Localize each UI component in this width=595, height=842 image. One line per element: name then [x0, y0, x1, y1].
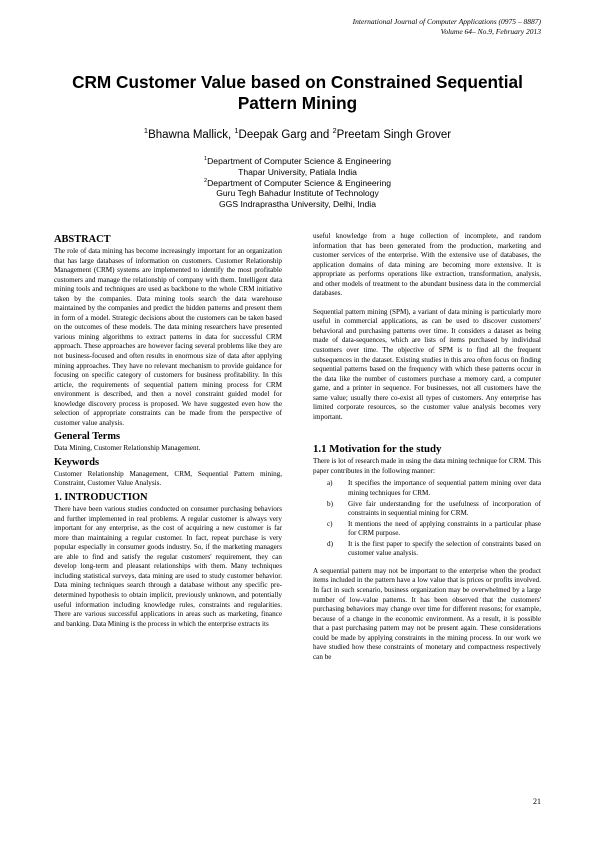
list-item-label: d): [327, 539, 333, 548]
list-item-text: It specifies the importance of sequential pattern mining over data mining techniques for CRM.: [348, 479, 541, 498]
title-line-1: CRM Customer Value based on Constrained Sequential: [72, 72, 523, 92]
author-2-mark: 1: [234, 126, 239, 136]
journal-volume: Volume 64– No.9, February 2013: [440, 27, 541, 36]
author-3-name: Preetam Singh Grover: [336, 129, 452, 141]
right-column: [313, 232, 541, 671]
affiliation-2-mark: 2: [203, 177, 208, 184]
affiliation-2-line-3: GGS Indraprastha University, Delhi, India: [219, 199, 376, 210]
list-item-label: a): [327, 479, 333, 488]
affiliation-2-department: Department of Computer Science & Engineering: [207, 177, 392, 188]
affiliation-2-line-2: Guru Tegh Bahadur Institute of Technology: [216, 188, 379, 199]
motivation-intro: There is lot of research made in using the data mining technique for CRM. This paper contributes in the following manner:: [313, 457, 541, 475]
affiliation-2-line-1: [40, 178, 555, 189]
paper-title: [40, 72, 555, 114]
keywords-text: Customer Relationship Management, CRM, Sequential Pattern mining, Constraint, Customer Value Analysis.: [54, 469, 282, 488]
list-item: [313, 520, 541, 539]
general-terms-text: Data Mining, Customer Relationship Management.: [54, 444, 201, 453]
contribution-list: [313, 479, 541, 558]
page-number: 21: [533, 797, 541, 806]
general-terms-heading: General Terms: [54, 431, 121, 443]
introduction-text: There have been various studies conducted on consumer purchasing behaviors and further implemented in real problems. A regular customer is always very important for any enterprise, as the cost of acquiring a new customer is far more than maintaining a regular customer. In fact, repeat purchase is very popular especially in consumer goods industry. So, if the marketing managers are able to find and satisfy the regular customers' requirement, they can develop long-term and pleasant relationships with them. Many techniques including statistical surveys, data mining are used to study customer behavior. Data mining techniques search through a database without any specific pre-determined hypothesis to obtain implicit, previously unknown, and potentially useful information including knowledge rules, constraints and regularities. There are various successful applications in areas such as marketing, finance and banking. Data Mining is the process in which the enterprise extracts its: [54, 505, 282, 628]
affiliation-1-line-1: [40, 156, 555, 167]
sequential-pattern-paragraph: A sequential pattern may not be important to the enterprise when the product items included in the pattern have a low value that is prices or profits involved. In fact in such scenario, business organization may be overwhelmed by a large number of low-value patterns. It has been observed that the customers' purchasing behaviors may change over time for different reasons; for example, because of a change in the economic environment. As a result, it is possible that a past purchasing pattern may not be present again. These considerations could be made by applying constraints in the mining process. In our work we have studied how these constraints of monetary and compactness respectively can be: [313, 566, 541, 661]
list-item-label: c): [327, 519, 333, 528]
spm-paragraph: Sequential pattern mining (SPM), a variant of data mining is particularly more useful in commercial applications, as can be used to discover customers' behavioral and purchasing patterns over time. It considers a dataset as being made of data-sequences, which are lists of items purchased by individual customers over time. The objective of SPM is to find all the frequent subsequences in the dataset. Existing studies in this area often focus on finding sequential patterns based on the frequency with which these patterns occur in the data like the number of customers purchase a memory card, a computer game, and a printer in sequence. For businesses, not all customers have the same value; usually there co-exist all types of customers. Any enterprise has limited corporate resources, so the customer value analysis becomes very important.: [313, 307, 541, 421]
abstract-heading: ABSTRACT: [54, 234, 111, 245]
author-list: [40, 128, 555, 142]
journal-name: International Journal of Computer Applications (0975 – 8887): [352, 17, 541, 26]
motivation-heading: 1.1 Motivation for the study: [313, 443, 442, 456]
author-2-name: Deepak Garg and: [238, 129, 333, 141]
affiliation-1-mark: 1: [203, 156, 208, 163]
keywords-heading: Keywords: [54, 456, 100, 468]
affiliation-1-line-2: Thapar University, Patiala India: [238, 166, 357, 177]
list-item-text: Give fair understanding for the usefulness of incorporation of constraints in sequential mining for CRM.: [348, 499, 541, 518]
list-item-label: b): [327, 499, 333, 508]
intro-paragraph-continued: useful knowledge from a huge collection of incomplete, and random information that has been generated from the production, marketing and customer services of the enterprise. With the extensive use of databases, the application domains of data mining are becoming more extensive. It is appropriate as performs operations like extraction, transformation, analysis, and other models of treatment to the abundant business data in the commercial databases.: [313, 232, 541, 298]
author-1-mark: 1: [143, 126, 149, 136]
author-3-mark: 2: [332, 126, 337, 136]
affiliation-1-department: Department of Computer Science & Engineering: [207, 156, 392, 166]
introduction-heading: 1. INTRODUCTION: [54, 492, 148, 504]
list-item-text: It mentions the need of applying constraints in a particular phase for CRM purpose.: [348, 519, 541, 538]
list-item-text: It is the first paper to specify the selection of constraints based on customer value analysis.: [348, 539, 541, 558]
left-column: [54, 232, 282, 638]
affiliations: [40, 156, 555, 210]
abstract-text: The role of data mining has become increasingly important for an organization that has large databases of information on customers. Customer Relationship Management (CRM) systems are implemented to identify the most profitable customers and manage the relationship of company with them. Intelligent data mining tools and techniques are used as backbone to the whole CRM initiative taken by the companies. Data mining tools search the data warehouse maintained by the companies and predict the hidden patterns and present them in form of a model. Strategic decisions about the customers can be taken based on the outcomes of these models. The data mining researchers have presented various mining algorithms to extract patterns in data for successful CRM approach. These approaches are however facing several problems like they are not business-focused and often results in enormous size of data after applying mining approaches. They have no relevant mechanism to provide guidance for focusing on specific category of customers for business profitability. In this article, the requirements of sequential pattern mining process for CRM environment is described, and then a novel constraint guided model for knowledge discovery process is proposed. We have suggested even how the selection of appropriate constraints can be made from the perspective of customer value analysis.: [54, 247, 282, 427]
list-item: [313, 479, 541, 498]
running-header: [353, 17, 541, 37]
author-1-name: Bhawna Mallick,: [148, 129, 235, 141]
list-item: [313, 500, 541, 519]
title-line-2: Pattern Mining: [237, 93, 358, 113]
section-gap: [313, 431, 541, 441]
list-item: [313, 540, 541, 559]
